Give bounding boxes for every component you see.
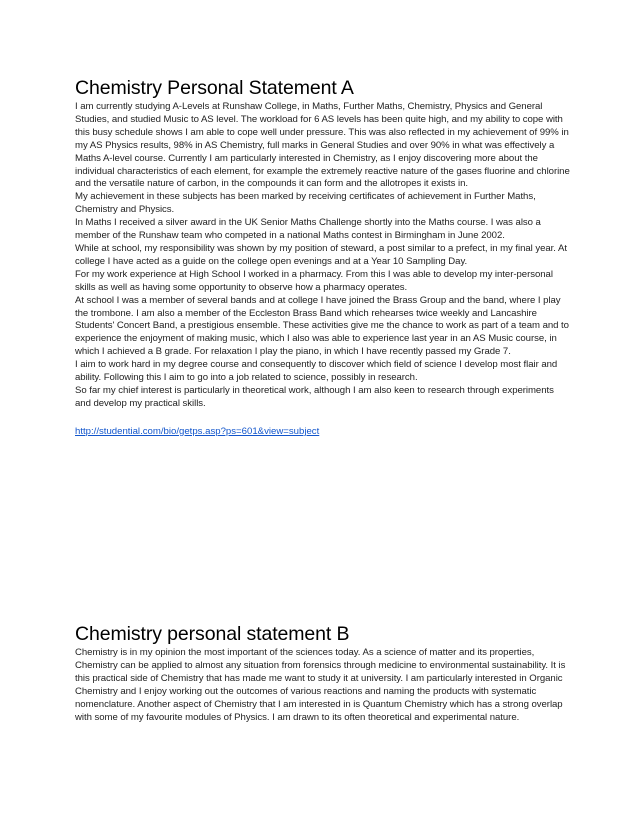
statement-b-paragraph: Chemistry is in my opinion the most important of the sciences today. As a science of matter and its properties, Chemistry can be applied to almost any situation from forensics through medicine to environmental sustainability. It is this practical side of Chemistry that has made me want to study it at university. I am particularly interested in Organic Chemistry and I enjoy working out the outcomes of various reactions and naming the products with systematic nomenclature. Another aspect of Chemistry that I am interested in is Quantum Chemistry which has a strong overlap with some of my favourite modules of Physics. I am drawn to its often theoretical and experimental nature. xyxy=(75,647,566,723)
statement-a-paragraph: While at school, my responsibility was shown by my position of steward, a post similar to a prefect, in my final year. At college I have acted as a guide on the college open evenings and at a Year 10 Sampling Day. xyxy=(75,242,567,267)
statement-b-section xyxy=(75,623,570,724)
statement-a-paragraph: I am currently studying A-Levels at Runshaw College, in Maths, Further Maths, Chemistry, Physics and General Studies, and studied Music to AS level. The workload for 6 AS levels has been quite high, and my ability to cope with this busy schedule shows I am able to cope well under pressure. This was also reflected in my achievement of 99% in my AS Physics results, 98% in AS Chemistry, full marks in General Studies and over 90% in what was effectively a Maths A-level course. Currently I am particularly interested in Chemistry, as I enjoy discovering more about the individual characteristics of each element, for example the extremely reactive nature of the gases fluorine and chlorine and the versatile nature of carbon, in the compounds it can form and the allotropes it exists in. xyxy=(75,101,570,190)
statement-a-paragraph: In Maths I received a silver award in the UK Senior Maths Challenge shortly into the Maths course. I was also a member of the Runshaw team who competed in a national Maths contest in Birmingham in June 2002. xyxy=(75,217,541,242)
statement-a-paragraph: For my work experience at High School I worked in a pharmacy. From this I was able to develop my inter-personal skills as well as having some opportunity to observe how a pharmacy operates. xyxy=(75,268,553,293)
statement-b-body xyxy=(75,647,570,724)
statement-a-section xyxy=(75,77,570,439)
source-link[interactable]: http://studential.com/bio/getps.asp?ps=601&view=subject xyxy=(75,425,320,437)
statement-a-title: Chemistry Personal Statement A xyxy=(75,77,354,99)
statement-b-title: Chemistry personal statement B xyxy=(75,623,350,645)
statement-a-paragraph: At school I was a member of several bands and at college I have joined the Brass Group and the band, where I play the trombone. I am also a member of the Eccleston Brass Band which rehearses twice weekly and Lancashire Students' Concert Band, a prestigious ensemble. These activities give me the chance to work as part of a team and to experience the enjoyment of making music, which I also was able to experience last year in an AS Music course, in which I achieved a B grade. For relaxation I play the piano, in which I have recently passed my Grade 7. xyxy=(75,294,569,358)
statement-a-paragraph: My achievement in these subjects has been marked by receiving certificates of achievement in Further Maths, Chemistry and Physics. xyxy=(75,191,536,216)
statement-a-paragraph: So far my chief interest is particularly in theoretical work, although I am also keen to research through experiments and develop my practical skills. xyxy=(75,384,554,409)
statement-a-body xyxy=(75,101,570,411)
statement-a-paragraph: I aim to work hard in my degree course and consequently to discover which field of science I develop most flair and ability. Following this I aim to go into a job related to science, possibly in research. xyxy=(75,359,558,384)
